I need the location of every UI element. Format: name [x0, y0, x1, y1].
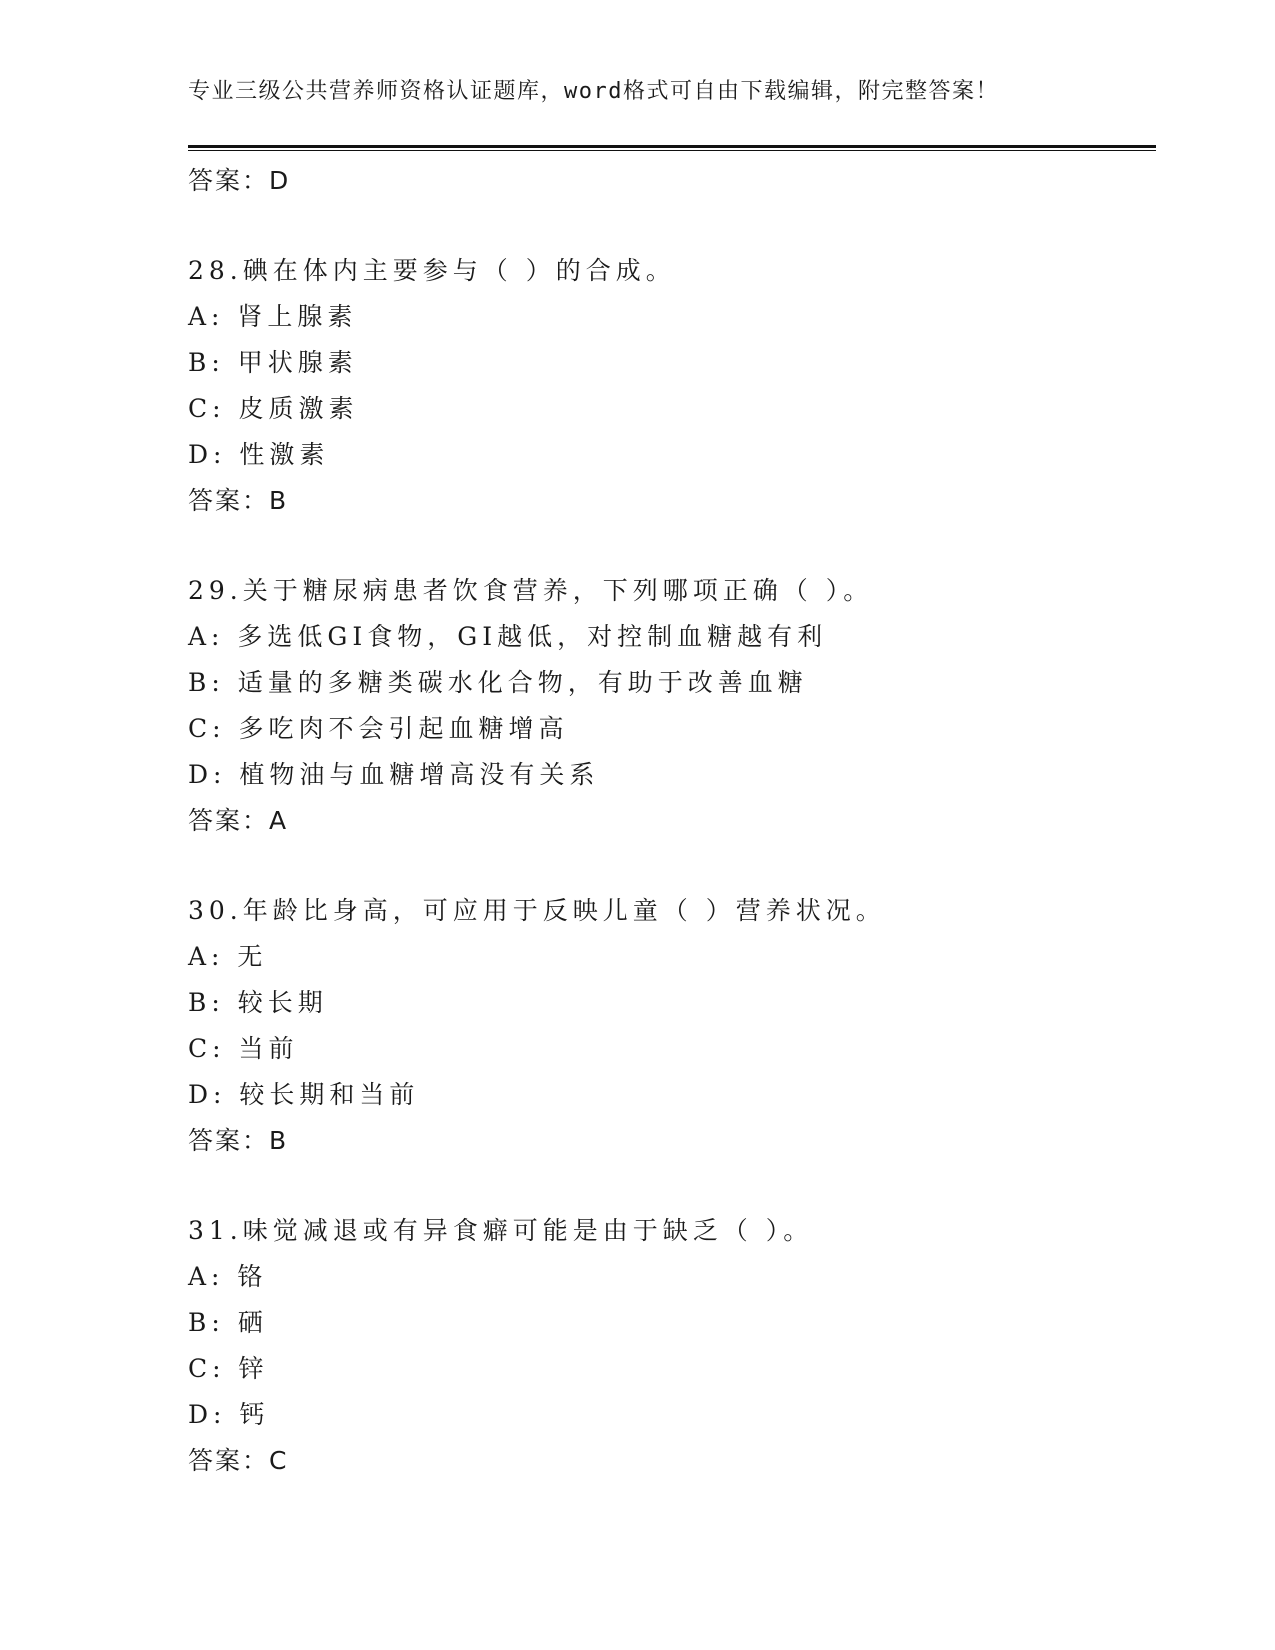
option-b: B: 适量的多糖类碳水化合物，有助于改善血糖 [188, 668, 808, 697]
question-stem: 31.味觉减退或有异食癖可能是由于缺乏（ ）。 [188, 1216, 814, 1245]
question-stem: 28.碘在体内主要参与（ ）的合成。 [188, 256, 676, 285]
option-b: B: 较长期 [188, 988, 328, 1017]
answer: 答案：A [188, 806, 289, 835]
answer: 答案：B [188, 486, 289, 515]
header-divider-thick [188, 145, 1156, 148]
question-stem: 29.关于糖尿病患者饮食营养，下列哪项正确（ ）。 [188, 576, 874, 605]
question-31 [188, 1208, 1156, 1483]
option-c: C: 当前 [188, 1034, 299, 1063]
answer: 答案：B [188, 1126, 289, 1155]
option-c: C: 皮质激素 [188, 394, 359, 423]
question-29 [188, 568, 1156, 843]
question-28 [188, 248, 1156, 523]
option-d: D: 性激素 [188, 440, 330, 469]
question-list [188, 158, 1156, 1483]
option-a: A: 多选低GI食物，GI越低，对控制血糖越有利 [188, 622, 828, 651]
option-a: A: 肾上腺素 [188, 302, 358, 331]
previous-answer: 答案：D [188, 166, 291, 195]
option-d: D: 钙 [188, 1400, 270, 1429]
option-b: B: 甲状腺素 [188, 348, 358, 377]
option-b: B: 硒 [188, 1308, 268, 1337]
option-a: A: 无 [188, 942, 268, 971]
option-a: A: 铬 [188, 1262, 268, 1291]
option-c: C: 多吃肉不会引起血糖增高 [188, 714, 569, 743]
option-d: D: 植物油与血糖增高没有关系 [188, 760, 600, 789]
option-d: D: 较长期和当前 [188, 1080, 420, 1109]
page-header: 专业三级公共营养师资格认证题库，word格式可自由下载编辑，附完整答案！ [188, 79, 999, 104]
answer: 答案：C [188, 1446, 289, 1475]
option-c: C: 锌 [188, 1354, 269, 1383]
header-divider-thin [188, 150, 1156, 151]
question-30 [188, 888, 1156, 1163]
question-stem: 30.年龄比身高，可应用于反映儿童（ ）营养状况。 [188, 896, 886, 925]
